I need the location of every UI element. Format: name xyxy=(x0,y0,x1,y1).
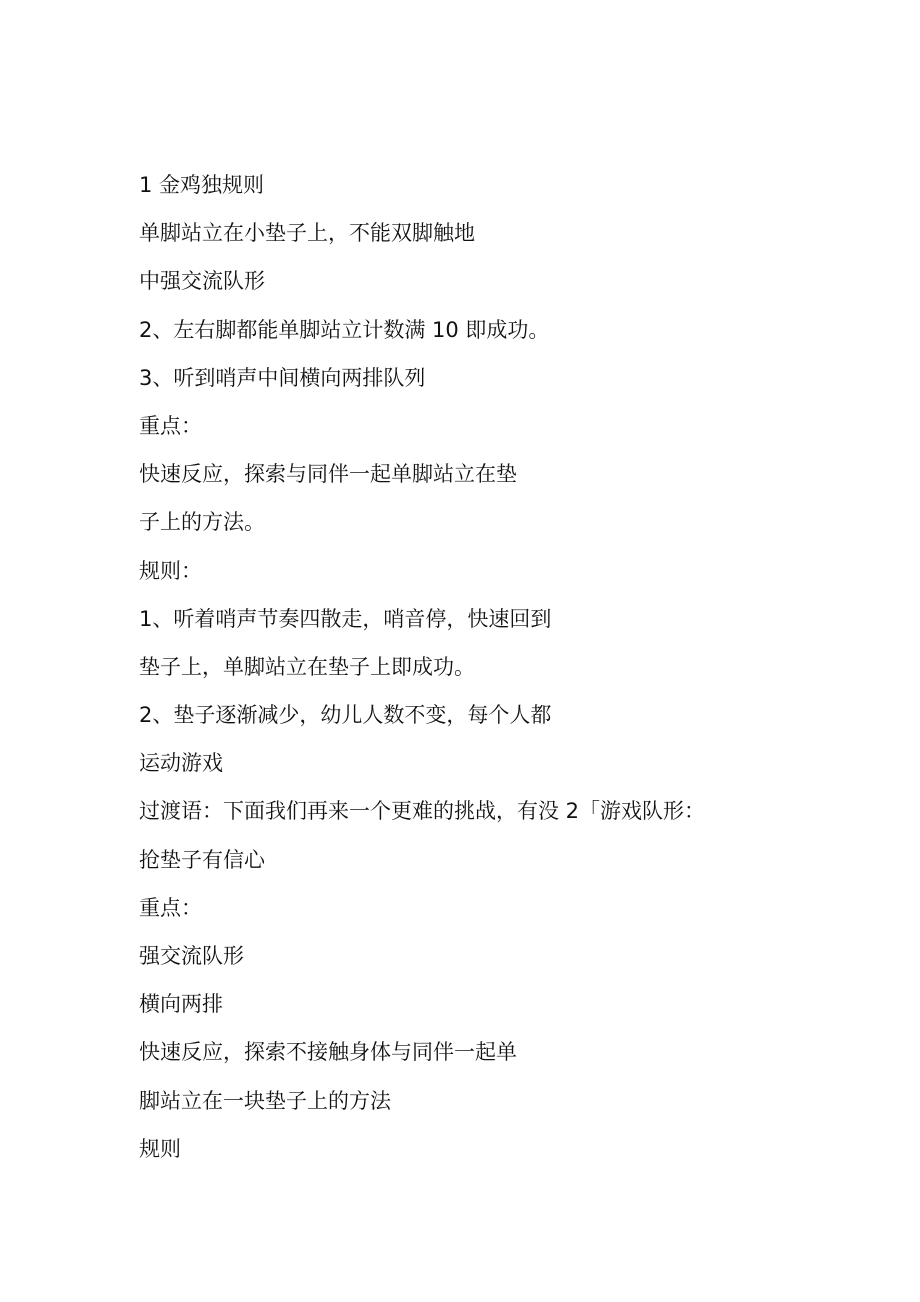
text-line: 1 金鸡独规则 xyxy=(139,173,265,197)
text-line: 重点： xyxy=(139,895,202,920)
text-line: 2、垫子逐渐减少，幼儿人数不变，每个人都 xyxy=(139,703,552,728)
document-body xyxy=(139,165,839,1177)
text-line: 单脚站立在小垫子上，不能双脚触地 xyxy=(139,221,475,246)
text-line: 脚站立在一块垫子上的方法 xyxy=(139,1088,391,1113)
text-line: 垫子上，单脚站立在垫子上即成功。 xyxy=(139,654,475,679)
text-line: 子上的方法。 xyxy=(139,510,265,535)
text-line: 1、听着哨声节奏四散走，哨音停，快速回到 xyxy=(139,606,552,631)
text-line: 强交流队形 xyxy=(139,944,244,968)
text-line: 3、听到哨声中间横向两排队列 xyxy=(139,365,426,390)
text-line: 规则 xyxy=(139,1136,181,1161)
text-line: 2、左右脚都能单脚站立计数满 10 即成功。 xyxy=(139,317,550,342)
text-line: 横向两排 xyxy=(139,992,223,1017)
text-line: 快速反应，探索不接触身体与同伴一起单 xyxy=(139,1040,517,1065)
text-line: 运动游戏 xyxy=(139,751,223,776)
text-line: 快速反应，探索与同伴一起单脚站立在垫 xyxy=(139,462,517,487)
text-line: 中强交流队形 xyxy=(139,269,265,294)
text-line: 过渡语：下面我们再来一个更难的挑战，有没 2「游戏队形： xyxy=(139,799,706,824)
text-line: 重点： xyxy=(139,413,202,438)
text-line: 规则： xyxy=(139,558,202,583)
text-line: 抢垫子有信心 xyxy=(139,847,265,872)
